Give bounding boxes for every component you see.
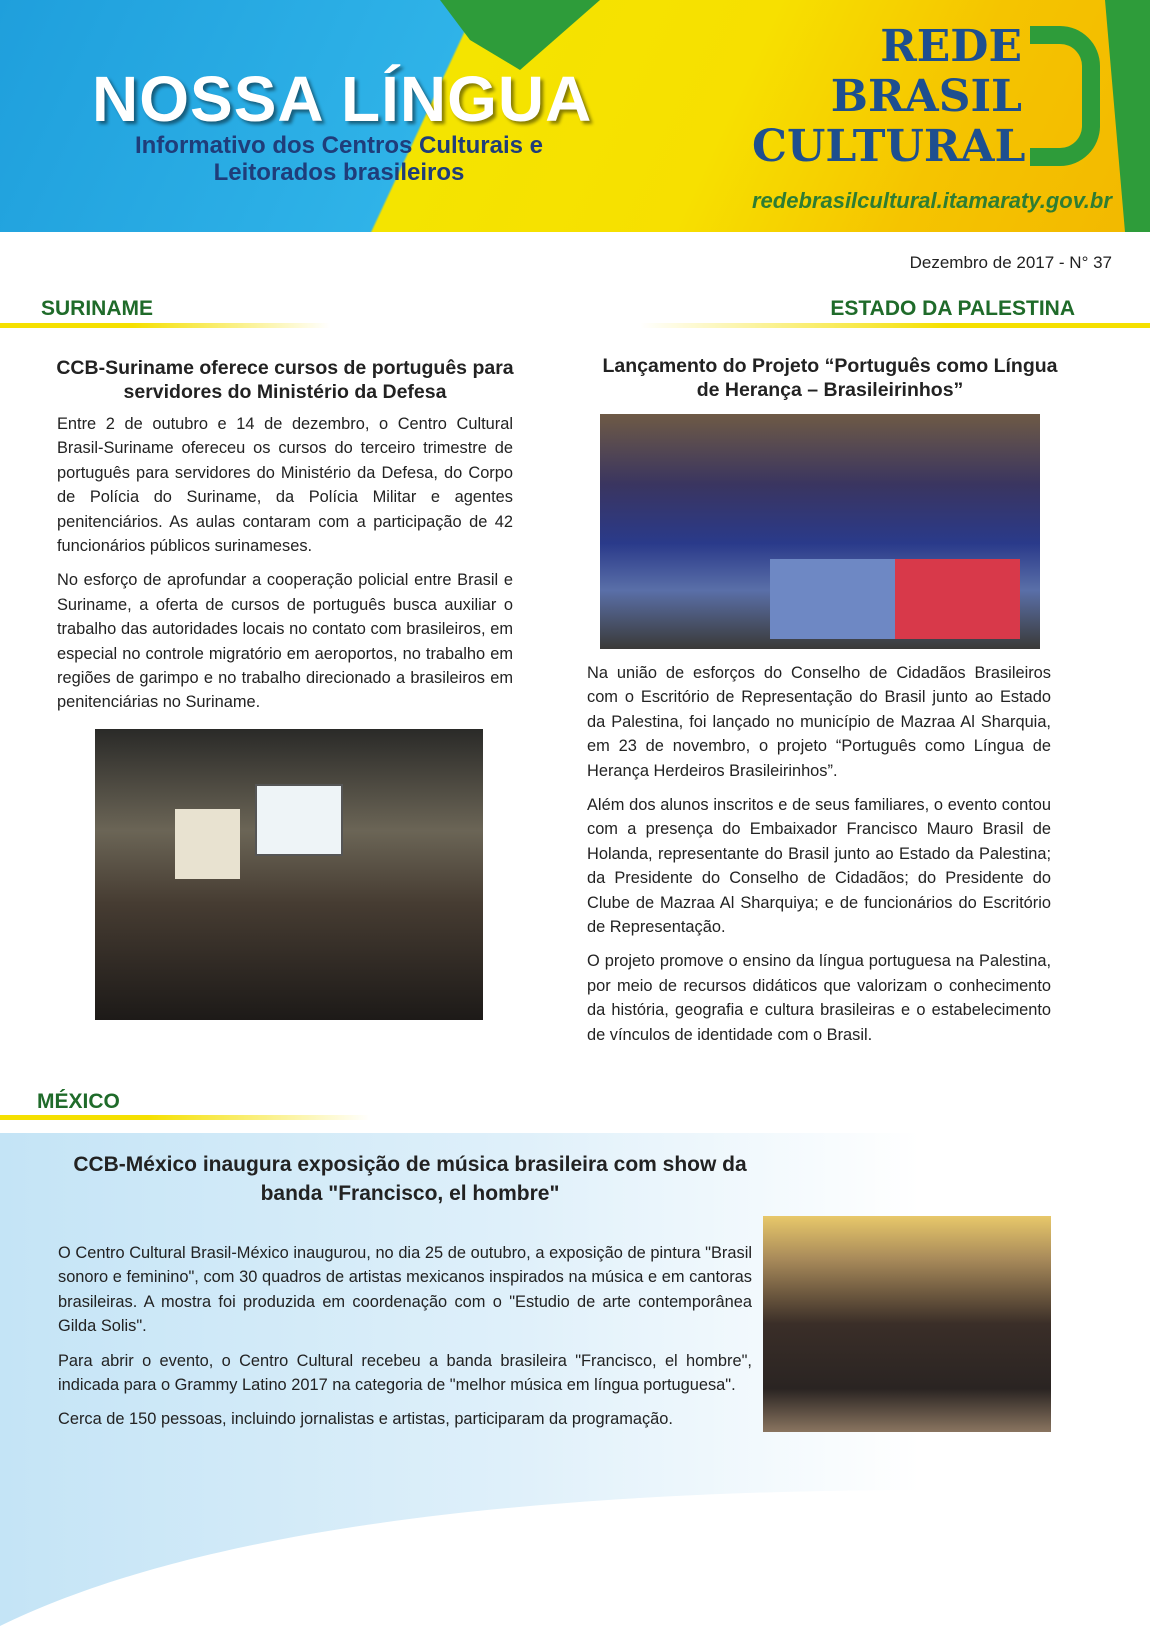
header-banner	[0, 0, 1150, 232]
paragraph: Entre 2 de outubro e 14 de dezembro, o Centro Cultural Brasil-Suriname ofereceu os cursos do terceiro trimestre de português para servidores do Ministério da Defesa, do Corpo de Polícia do Suriname, da Polícia Militar e agentes penitenciários. As aulas contaram com a participação de 42 funcionários públicos surinameses.	[57, 415, 513, 556]
article-title: CCB-México inaugura exposição de música brasileira com show da banda "Francisco, el hombre"	[73, 1153, 747, 1205]
issue-date: Dezembro de 2017 - N° 37	[909, 253, 1112, 272]
paragraph: Na união de esforços do Conselho de Cidadãos Brasileiros com o Escritório de Representação do Brasil junto ao Estado da Palestina, foi lançado no município de Mazraa Al Sharquia, em 23 de novembro, o projeto “Português como Língua de Herança Herdeiros Brasileirinhos”.	[587, 664, 1051, 780]
section-divider	[0, 323, 330, 328]
photo-mexico-ribbon-cutting	[763, 1216, 1051, 1432]
paragraph: No esforço de aprofundar a cooperação policial entre Brasil e Suriname, a oferta de cursos de português busca auxiliar o trabalho das autoridades locais no contato com brasileiros, em especial no controle migratório em aeroportos, no trabalho em regiões de garimpo e no trabalho direcionado a brasileiros em penitenciárias no Suriname.	[57, 571, 513, 712]
paragraph: O Centro Cultural Brasil-México inaugurou, no dia 25 de outubro, a exposição de pintura "Brasil sonoro e feminino", com 30 quadros de artistas mexicanos inspirados na música e em cantoras brasileiras. A mostra foi produzida em coordenação com o "Estudio de arte contemporânea Gilda Solis".	[58, 1244, 752, 1336]
article-title: CCB-Suriname oferece cursos de português para servidores do Ministério da Defesa	[56, 357, 514, 403]
paragraph: Para abrir o evento, o Centro Cultural recebeu a banda brasileira "Francisco, el hombre", indicada para o Grammy Latino 2017 na categoria de "melhor música em língua portuguesa".	[58, 1351, 752, 1395]
paragraph: O projeto promove o ensino da língua portuguesa na Palestina, por meio de recursos didáticos que valorizam o conhecimento da história, geografia e cultura brasileiras e o estabelecimento de vínculos de identidade com o Brasil.	[587, 952, 1051, 1044]
rede-brasil-cultural-logo	[752, 21, 1026, 172]
photo-suriname-class	[95, 729, 483, 1020]
paragraph: Além dos alunos inscritos e de seus familiares, o evento contou com a presença do Embaixador Francisco Mauro Brasil de Holanda, representante do Brasil junto ao Estado da Palestina; da Presidente do Conselho de Cidadãos; do Presidente do Clube de Mazraa Al Sharquiya; e de funcionários do Escritório de Representação.	[587, 796, 1051, 937]
newsletter-subtitle: Informativo dos Centros Culturais e Leitorados brasileiros	[134, 132, 544, 186]
photo-palestina-event	[600, 414, 1040, 649]
article-body	[57, 412, 513, 725]
section-divider	[640, 323, 1150, 328]
logo-line: BRASIL	[830, 71, 1022, 122]
projector-screen	[255, 784, 343, 856]
section-label-palestina: ESTADO DA PALESTINA	[830, 297, 1075, 320]
article-title: Lançamento do Projeto “Português como Língua de Herança – Brasileirinhos”	[602, 355, 1058, 401]
logo-line: CULTURAL	[752, 121, 1026, 172]
paragraph: Cerca de 150 pessoas, incluindo jornalistas e artistas, participaram da programação.	[58, 1410, 673, 1429]
section-label-suriname: SURINAME	[41, 297, 154, 320]
section-divider	[0, 1115, 370, 1120]
newsletter-title: NOSSA LÍNGUA	[92, 63, 593, 135]
article-body	[58, 1241, 752, 1442]
banner-green-stripe	[440, 0, 600, 70]
map-board	[175, 809, 240, 879]
logo-line: REDE	[880, 21, 1022, 72]
website-link[interactable]: redebrasilcultural.itamaraty.gov.br	[752, 188, 1112, 213]
article-body	[587, 661, 1051, 1057]
section-label-mexico: MÉXICO	[37, 1090, 120, 1113]
wave-shape	[0, 1490, 1150, 1626]
tables	[770, 559, 1020, 639]
logo-b-mark-icon	[1030, 26, 1100, 166]
